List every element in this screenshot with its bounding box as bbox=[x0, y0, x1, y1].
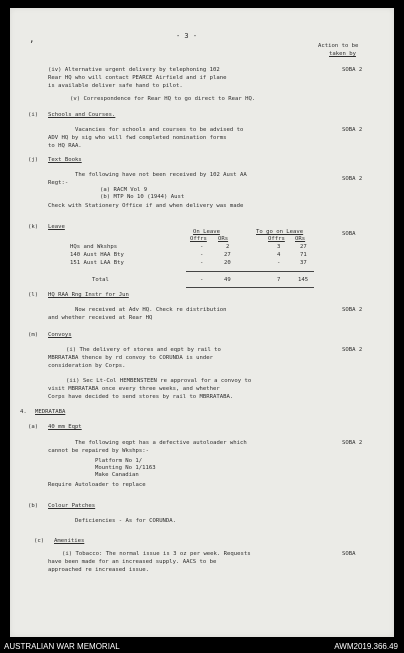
leave-cell: 71 bbox=[300, 252, 307, 258]
section-j-item-a: (a) RACM Vol 9 bbox=[100, 187, 148, 193]
section-4-label: 4. bbox=[20, 409, 27, 415]
section-l-heading: HQ RAA Rng Instr for Jun bbox=[48, 292, 129, 298]
section-m-ii-line1: (ii) Sec Lt-Col HEMBENSTEEN re approval for a convoy to bbox=[66, 378, 252, 384]
section-i-action: SOBA 2 bbox=[342, 127, 363, 133]
total-rule-bottom bbox=[186, 287, 314, 288]
section-i-line3: to HQ RAA. bbox=[48, 143, 82, 149]
action-column-subheader: taken by bbox=[329, 51, 356, 57]
footer-credit: AUSTRALIAN WAR MEMORIAL bbox=[4, 642, 120, 651]
section-i-label: (i) bbox=[28, 112, 39, 118]
leave-cell: - bbox=[200, 252, 204, 258]
section-m-i-line2: MBRRATABA thence by rd convoy to CORUNDA is under bbox=[48, 355, 214, 361]
leave-cell: - bbox=[200, 260, 204, 266]
section-j-item-b: (b) MTP No 10 (1944) Aust bbox=[100, 194, 185, 200]
leave-total-cell: - bbox=[200, 277, 204, 283]
section-c-heading: Amenities bbox=[54, 538, 85, 544]
leave-cell: 3 bbox=[277, 244, 281, 250]
section-a-line1: The following eqpt has a defective autoloader which bbox=[75, 440, 247, 446]
section-b-line1: Deficiencies - As for CORUNDA. bbox=[75, 518, 177, 524]
section-a-line3: Require Autoloader to replace bbox=[48, 482, 146, 488]
section-i-line2: ADV HQ by sig who will fwd completed nomination forms bbox=[48, 135, 227, 141]
section-j-line2: Regt:- bbox=[48, 180, 69, 186]
leave-cell: 2 bbox=[226, 244, 230, 250]
section-j-heading: Text Books bbox=[48, 157, 82, 163]
section-k-action: SOBA bbox=[342, 231, 356, 237]
section-m-i-line1: (i) The delivery of stores and eqpt by rail to bbox=[66, 347, 221, 353]
leave-subheader: Offrs bbox=[268, 236, 285, 242]
section-j-label: (j) bbox=[28, 157, 39, 163]
section-a-label: (a) bbox=[28, 424, 39, 430]
leave-total-label: Total bbox=[92, 277, 109, 283]
leave-total-cell: 49 bbox=[224, 277, 231, 283]
leave-subheader: ORs bbox=[295, 236, 306, 242]
page-number: - 3 - bbox=[176, 32, 198, 40]
section-i-line1: Vacancies for schools and courses to be advised to bbox=[75, 127, 244, 133]
para-iv-action: SOBA 2 bbox=[342, 67, 363, 73]
section-c-action: SOBA bbox=[342, 551, 356, 557]
leave-unit: 151 Aust LAA Bty bbox=[70, 260, 124, 266]
leave-cell: 4 bbox=[277, 252, 281, 258]
section-l-label: (l) bbox=[28, 292, 39, 298]
section-a-make: Make Canadian bbox=[95, 472, 139, 478]
section-j-line1: The following have not been received by 102 Aust AA bbox=[75, 172, 247, 178]
section-4-heading: MEDRATABA bbox=[35, 409, 66, 415]
para-iv-line2: Rear HQ who will contact PEARCE Airfield and if plane bbox=[48, 75, 227, 81]
leave-subheader: ORs bbox=[218, 236, 229, 242]
section-k-label: (k) bbox=[28, 224, 39, 230]
leave-subheader: Offrs bbox=[190, 236, 207, 242]
leave-cell: - bbox=[200, 244, 204, 250]
section-i-heading: Schools and Courses. bbox=[48, 112, 116, 118]
total-rule-top bbox=[186, 271, 314, 272]
section-m-ii-line3: Corps have decided to send stores by rail to MBRRATABA. bbox=[48, 394, 234, 400]
section-l-line1: Now received at Adv HQ. Check re distribution bbox=[75, 307, 227, 313]
section-c-label: (c) bbox=[34, 538, 45, 544]
hole-punch-mark: , bbox=[30, 32, 34, 45]
leave-cell: 27 bbox=[224, 252, 231, 258]
section-c-line2: have been made for an increased supply. AACS to be bbox=[48, 559, 217, 565]
section-m-i-line3: consideration by Corps. bbox=[48, 363, 126, 369]
section-j-action: SOBA 2 bbox=[342, 176, 363, 182]
section-l-action: SOBA 2 bbox=[342, 307, 363, 313]
section-l-line2: and whether received at Rear HQ bbox=[48, 315, 153, 321]
para-v-line1: (v) Correspondence for Rear HQ to go direct to Rear HQ. bbox=[70, 96, 256, 102]
footer-accession-number: AWM2019.366.49 bbox=[334, 642, 398, 651]
leave-cell: 37 bbox=[300, 260, 307, 266]
section-a-platform: Platform No 1/ bbox=[95, 458, 143, 464]
leave-col-group-on: On Leave bbox=[193, 229, 220, 235]
leave-total-cell: 145 bbox=[298, 277, 309, 283]
section-b-heading: Colour Patches bbox=[48, 503, 96, 509]
leave-cell: 27 bbox=[300, 244, 307, 250]
para-iv-line3: is available deliver safe hand to pilot. bbox=[48, 83, 183, 89]
leave-unit: HQs and Wkshps bbox=[70, 244, 118, 250]
para-iv-line1: (iv) Alternative urgent delivery by telephoning 102 bbox=[48, 67, 220, 73]
section-c-line1: (i) Tobacco: The normal issue is 3 oz per week. Requests bbox=[62, 551, 251, 557]
section-m-heading: Convoys bbox=[48, 332, 72, 338]
section-j-line3: Check with Stationery Office if and when delivery was made bbox=[48, 203, 244, 209]
action-column-header: Action to be bbox=[318, 43, 359, 49]
leave-cell: 20 bbox=[224, 260, 231, 266]
leave-cell: - bbox=[277, 260, 281, 266]
leave-unit: 140 Aust HAA Bty bbox=[70, 252, 124, 258]
section-m-ii-line2: visit MBRRATABA once every three weeks, and whether bbox=[48, 386, 220, 392]
section-a-line2: cannot be repaired by Wkshps:- bbox=[48, 448, 150, 454]
section-b-label: (b) bbox=[28, 503, 39, 509]
section-m-i-action: SOBA 2 bbox=[342, 347, 363, 353]
section-a-action: SOBA 2 bbox=[342, 440, 363, 446]
section-c-line3: approached re increased issue. bbox=[48, 567, 150, 573]
leave-col-group-to-go: To go on Leave bbox=[256, 229, 304, 235]
section-k-heading: Leave bbox=[48, 224, 65, 230]
leave-total-cell: 7 bbox=[277, 277, 281, 283]
section-a-mounting: Mounting No 1/1163 bbox=[95, 465, 156, 471]
section-m-label: (m) bbox=[28, 332, 39, 338]
section-a-heading: 40 mm Eqpt bbox=[48, 424, 82, 430]
